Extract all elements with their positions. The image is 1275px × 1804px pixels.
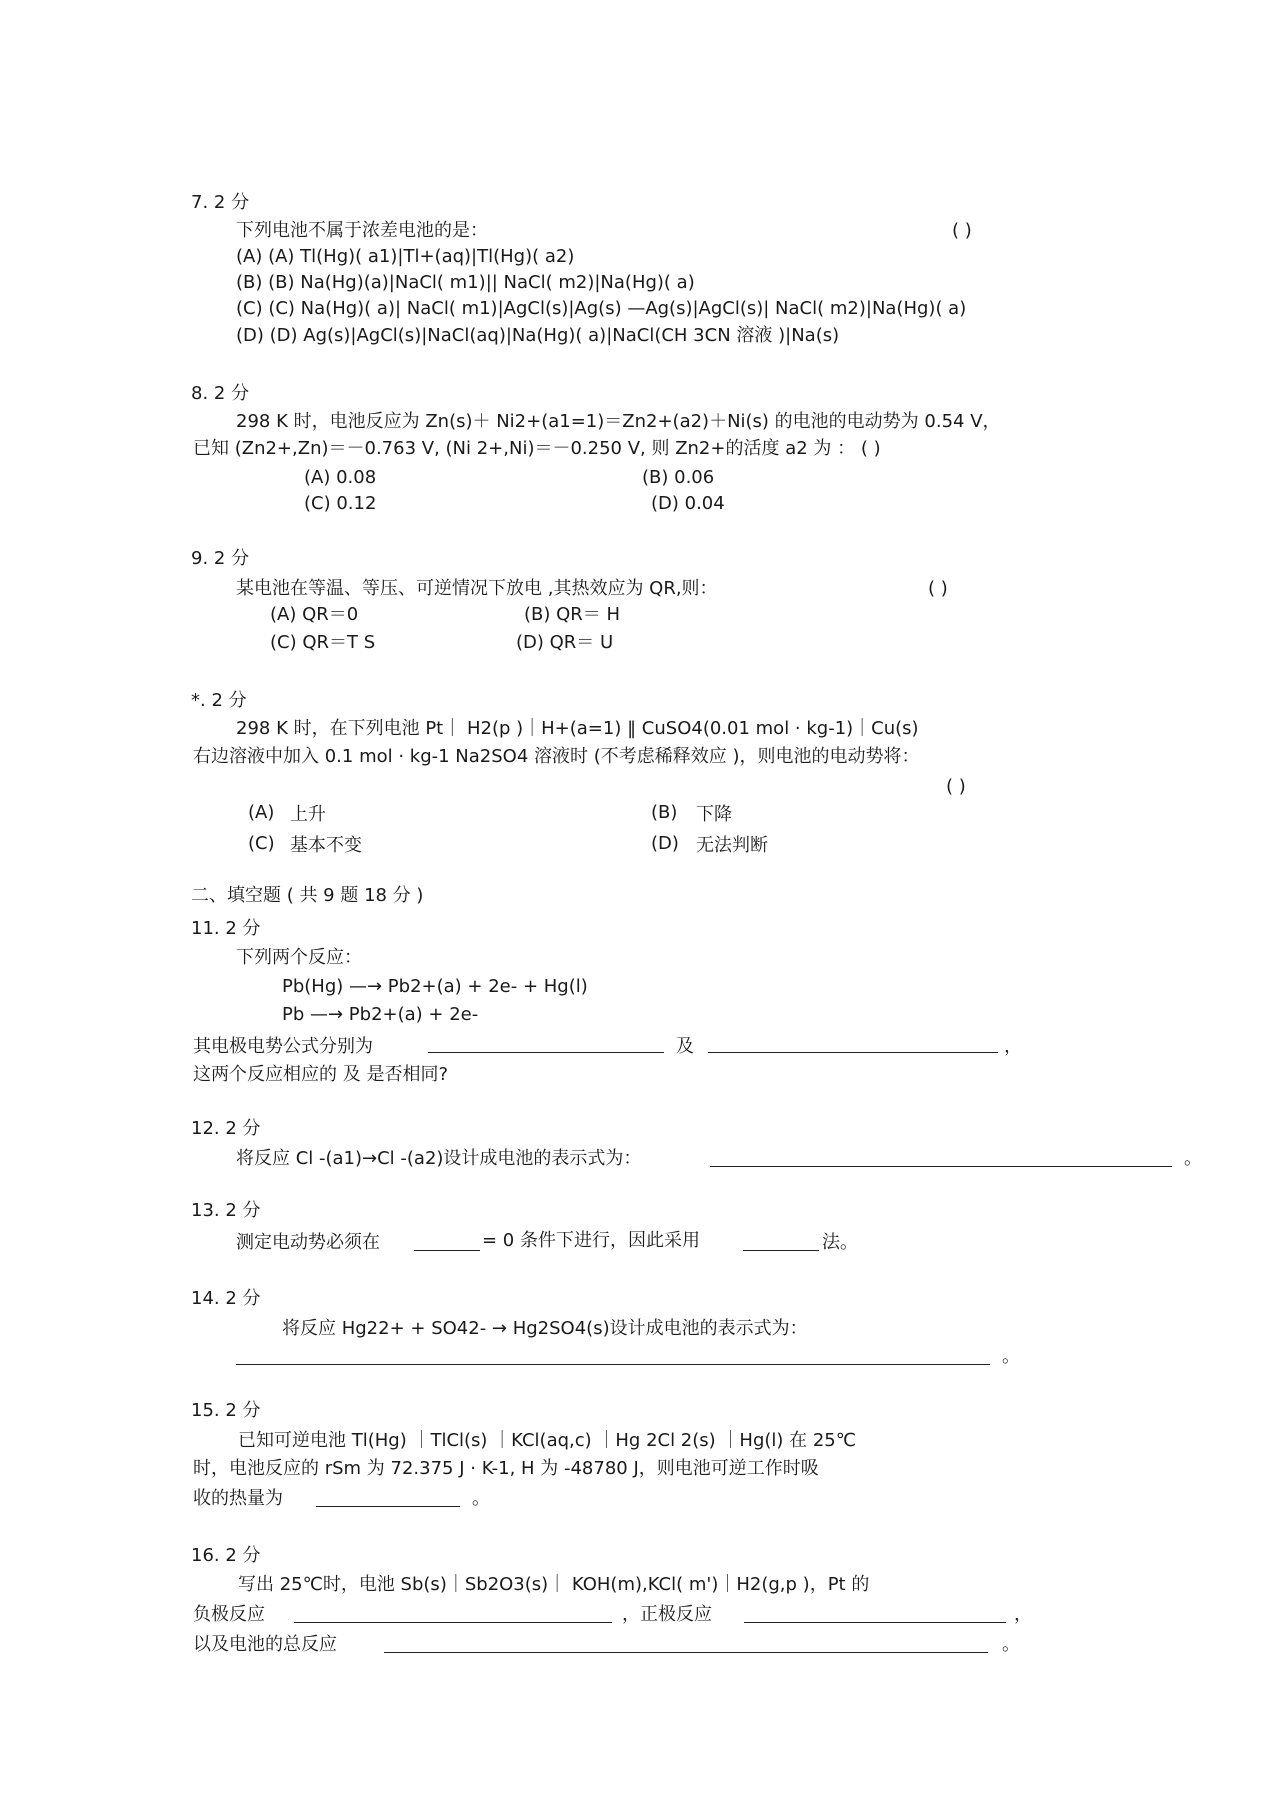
- q11-header: 11. 2 分: [191, 918, 261, 939]
- q8-line2: 已知 (Zn2+,Zn)＝－0.763 V, (Ni 2+,Ni)＝－0.250 V, 则 Zn2+的活度 a2 为 ： ( ): [193, 438, 881, 459]
- q16-line3-label: 以及电池的总反应: [193, 1634, 337, 1655]
- q12-end: 。: [1184, 1148, 1202, 1169]
- q14-end: 。: [1002, 1346, 1020, 1367]
- q10-line1: 298 K 时，在下列电池 Pt｜ H2(p )｜H+(a=1) ‖ CuSO4(0.01 mol · kg-1)｜Cu(s): [236, 718, 919, 739]
- q14-stem: 将反应 Hg22+ + SO42- → Hg2SO4(s)设计成电池的表示式为：: [282, 1318, 808, 1339]
- q14-header: 14. 2 分: [191, 1288, 261, 1309]
- q10-option-d: 无法判断: [696, 835, 768, 856]
- q15-header: 15. 2 分: [191, 1400, 261, 1421]
- q7-answer-paren: ( ): [952, 220, 972, 241]
- q10-option-a-label: (A): [248, 802, 275, 823]
- q15-line1: 已知可逆电池 Tl(Hg) ｜TlCl(s) ｜KCl(aq,c) ｜Hg 2Cl 2(s) ｜Hg(l) 在 25℃: [238, 1430, 856, 1451]
- q10-option-b: 下降: [696, 804, 732, 825]
- q10-option-b-label: (B): [651, 802, 678, 823]
- q10-option-c: 基本不变: [290, 835, 362, 856]
- q7-option-d: (D) (D) Ag(s)|AgCl(s)|NaCl(aq)|Na(Hg)( a)|NaCl(CH 3CN 溶液 )|Na(s): [236, 325, 840, 346]
- q7-option-a: (A) (A) Tl(Hg)( a1)|Tl+(aq)|Tl(Hg)( a2): [236, 246, 575, 267]
- q10-option-c-label: (C): [248, 833, 275, 854]
- q11-reaction-2: Pb —→ Pb2+(a) + 2e-: [282, 1004, 479, 1025]
- q8-option-d: (D) 0.04: [651, 493, 725, 514]
- q8-option-c: (C) 0.12: [304, 493, 377, 514]
- q12-header: 12. 2 分: [191, 1118, 261, 1139]
- q16-line2-pos-label: ，正极反应: [622, 1604, 712, 1625]
- q7-header: 7. 2 分: [191, 192, 250, 213]
- q16-header: 16. 2 分: [191, 1545, 261, 1566]
- q8-line1: 298 K 时，电池反应为 Zn(s)＋ Ni2+(a1=1)＝Zn2+(a2)＋Ni(s) 的电池的电动势为 0.54 V，: [236, 411, 1001, 432]
- q7-option-c: (C) (C) Na(Hg)( a)| NaCl( m1)|AgCl(s)|Ag(s) —Ag(s)|AgCl(s)| NaCl( m2)|Na(Hg)( a): [236, 298, 967, 319]
- q9-option-a: (A) QR＝0: [270, 604, 359, 625]
- q13-stem-c: 法。: [822, 1232, 858, 1253]
- q11-reaction-1: Pb(Hg) —→ Pb2+(a) + 2e- + Hg(l): [282, 976, 588, 997]
- q13-header: 13. 2 分: [191, 1200, 261, 1221]
- q16-end: 。: [1002, 1634, 1020, 1655]
- q15-line2: 时，电池反应的 rSm 为 72.375 J · K-1, H 为 -48780 J，则电池可逆工作时吸: [193, 1458, 819, 1479]
- q9-option-d: (D) QR＝ U: [516, 632, 614, 653]
- q9-stem: 某电池在等温、等压、可逆情况下放电 ,其热效应为 QR,则：: [236, 578, 718, 599]
- q13-stem-a: 测定电动势必须在: [236, 1232, 380, 1253]
- q11-line3-and: 及: [676, 1036, 694, 1057]
- q12-blank[interactable]: [710, 1166, 1172, 1167]
- q11-stem: 下列两个反应：: [236, 947, 362, 968]
- q13-blank-2[interactable]: [743, 1250, 819, 1251]
- q16-blank-positive[interactable]: [744, 1622, 1006, 1623]
- q11-blank-1[interactable]: [428, 1052, 664, 1053]
- q10-option-d-label: (D): [651, 833, 679, 854]
- q11-line3-comma: ，: [1004, 1036, 1022, 1057]
- q13-stem-b: = 0 条件下进行，因此采用: [482, 1230, 700, 1251]
- q16-line2-comma: ，: [1014, 1604, 1032, 1625]
- q11-line3-label: 其电极电势公式分别为: [193, 1036, 373, 1057]
- q12-stem: 将反应 Cl -(a1)→Cl -(a2)设计成电池的表示式为：: [236, 1148, 642, 1169]
- section-2-heading: 二、填空题 ( 共 9 题 18 分 ): [191, 885, 424, 906]
- q16-line2-neg-label: 负极反应: [193, 1604, 265, 1625]
- q10-option-a: 上升: [290, 804, 326, 825]
- q15-line3: 收的热量为: [193, 1488, 283, 1509]
- q10-header: *. 2 分: [191, 690, 247, 711]
- q10-line2: 右边溶液中加入 0.1 mol · kg-1 Na2SO4 溶液时 (不考虑稀释效应 )，则电池的电动势将：: [193, 746, 920, 767]
- q16-blank-overall[interactable]: [384, 1652, 988, 1653]
- q15-blank[interactable]: [316, 1506, 460, 1507]
- q15-end: 。: [472, 1488, 490, 1509]
- q9-answer-paren: ( ): [928, 578, 948, 599]
- q7-stem: 下列电池不属于浓差电池的是：: [236, 220, 488, 241]
- q10-answer-paren: ( ): [946, 776, 966, 797]
- q11-line4: 这两个反应相应的 及 是否相同?: [193, 1064, 448, 1085]
- q9-option-b: (B) QR＝ H: [524, 604, 621, 625]
- q14-blank[interactable]: [236, 1364, 990, 1365]
- q8-option-a: (A) 0.08: [304, 467, 377, 488]
- q16-blank-negative[interactable]: [294, 1622, 612, 1623]
- q8-header: 8. 2 分: [191, 383, 250, 404]
- q11-blank-2[interactable]: [708, 1052, 998, 1053]
- q16-line1: 写出 25℃时，电池 Sb(s)｜Sb2O3(s)｜ KOH(m),KCl( m')｜H2(g,p )，Pt 的: [238, 1574, 870, 1595]
- q13-blank-1[interactable]: [414, 1250, 480, 1251]
- q9-option-c: (C) QR＝T S: [270, 632, 376, 653]
- q9-header: 9. 2 分: [191, 548, 250, 569]
- q7-option-b: (B) (B) Na(Hg)(a)|NaCl( m1)|| NaCl( m2)|Na(Hg)( a): [236, 272, 695, 293]
- q8-option-b: (B) 0.06: [642, 467, 715, 488]
